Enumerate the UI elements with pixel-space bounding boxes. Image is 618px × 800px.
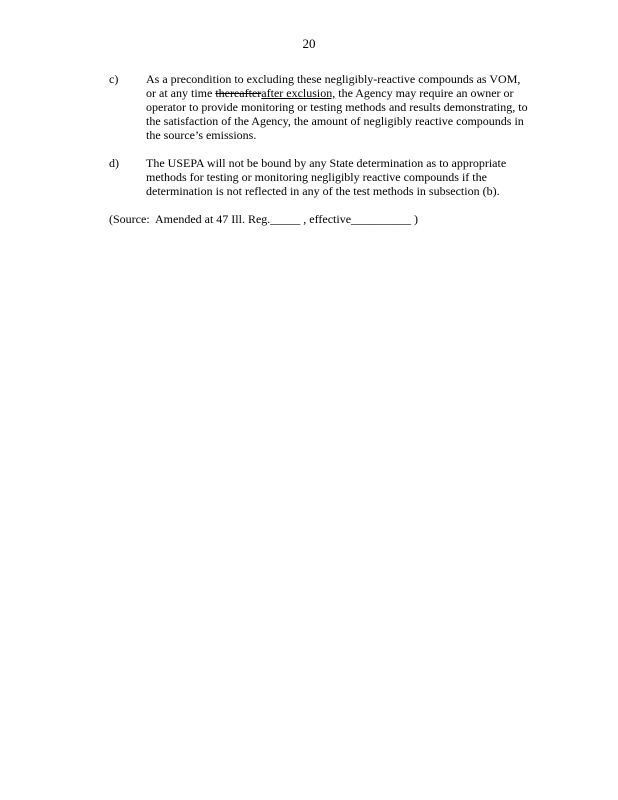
inserted-text: after exclusion,	[261, 86, 336, 100]
subsection-d-label: d)	[109, 156, 119, 170]
subsection-c-text-before: As a precondition to excluding these negligibly-reactive compounds as VOM, or at any time	[146, 72, 521, 100]
subsection-c-text	[146, 72, 532, 142]
subsection-c-label: c)	[109, 72, 119, 86]
page-number: 20	[302, 36, 316, 51]
source-note: (Source: Amended at 47 Ill. Reg._____ , effective__________ )	[109, 212, 419, 226]
struck-text: thereafter	[215, 86, 262, 100]
subsection-d-text: The USEPA will not be bound by any State determination as to appropriate methods for testing or monitoring negligibly reactive compounds if the determination is not reflected in any of the test methods in subsection (b).	[146, 156, 507, 198]
subsection-c-text-after: the Agency may require an owner or operator to provide monitoring or testing methods and results demonstrating, to the satisfaction of the Agency, the amount of negligibly reactive compounds in the source’s emissions.	[146, 86, 528, 142]
